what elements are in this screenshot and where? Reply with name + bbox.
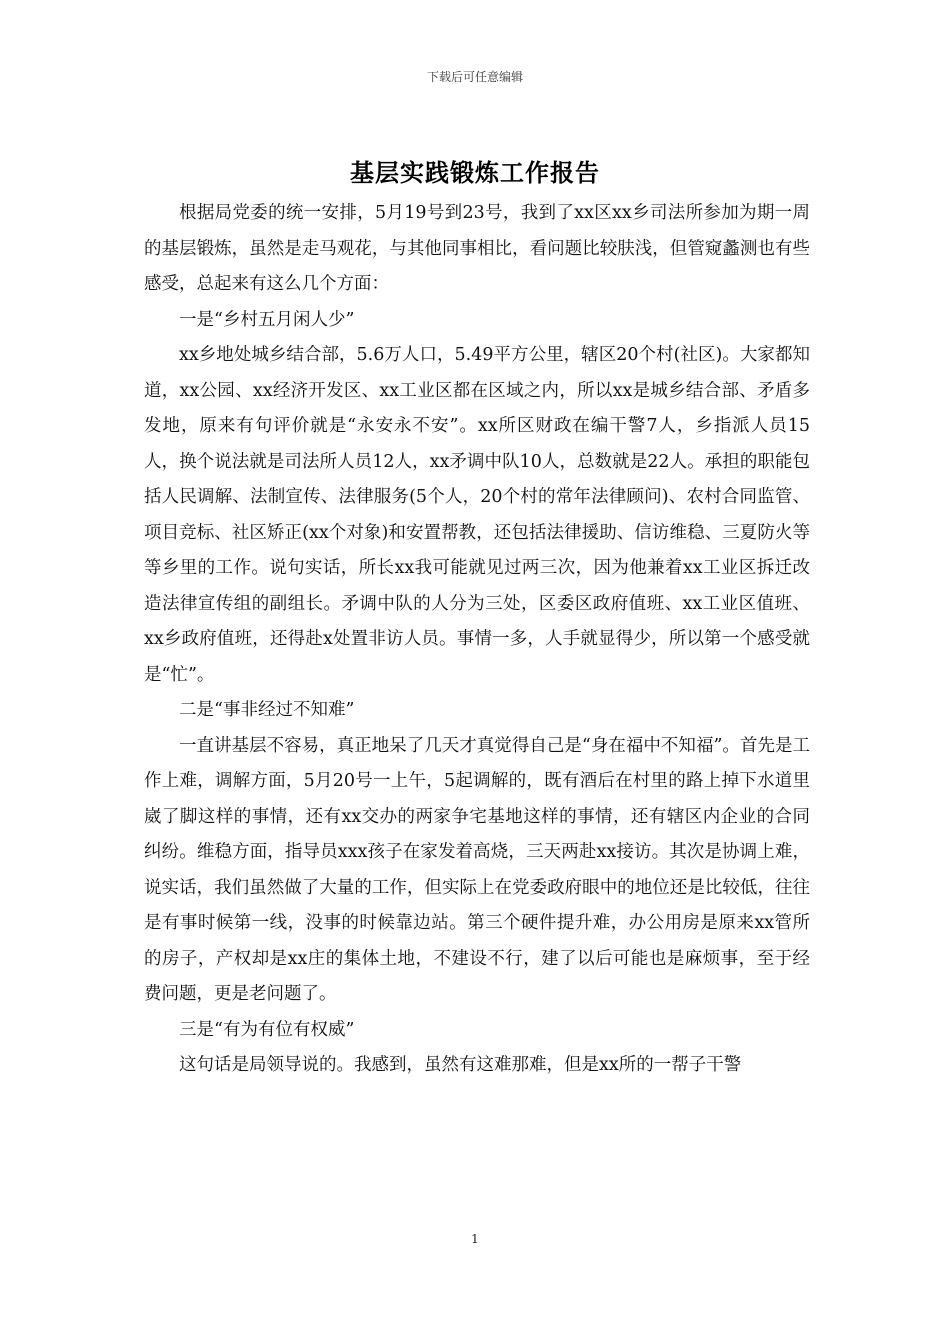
document-body xyxy=(144,196,810,1084)
section-heading-1: 一是“乡村五月闲人少” xyxy=(179,309,355,330)
page-number: 1 xyxy=(471,1232,479,1246)
document-title: 基层实践锻炼工作报告 xyxy=(350,159,600,187)
paragraph-section-1: xx乡地处城乡结合部，5.6万人口，5.49平方公里，辖区20个村(社区)。大家都知道，xx公园、xx经济开发区、xx工业区都在区域之内，所以xx是城乡结合部、矛盾多发地，原来有句评价就是“永安永不安”。xx所区财政在编干警7人，乡指派人员15人，换个说法就是司法所人员12人，xx矛调中队10人，总数就是22人。承担的职能包括人民调解、法制宣传、法律服务(5个人，20个村的常年法律顾问)、农村合同监管、项目竞标、社区矫正(xx个对象)和安置帮教，还包括法律援助、信访维稳、三夏防火等等乡里的工作。说句实话，所长xx我可能就见过两三次，因为他兼着xx工业区拆迁改造法律宣传组的副组长。矛调中队的人分为三处，区委区政府值班、xx工业区值班、xx乡政府值班，还得赴x处置非访人员。事情一多，人手就显得少，所以第一个感受就是“忙”。 xyxy=(144,345,810,685)
paragraph-intro: 根据局党委的统一安排，5月19号到23号，我到了xx区xx乡司法所参加为期一周的基层锻炼，虽然是走马观花，与其他同事相比，看问题比较肤浅，但管窥蠡测也有些感受，总起来有这么几个方面： xyxy=(144,203,810,294)
section-heading-2: 二是“事非经过不知难” xyxy=(179,700,355,720)
page-header-note: 下载后可任意编辑 xyxy=(426,70,523,84)
paragraph-section-3: 这句话是局领导说的。我感到，虽然有这难那难，但是xx所的一帮子干警 xyxy=(179,1055,742,1075)
paragraph-section-2: 一直讲基层不容易，真正地呆了几天才真觉得自己是“身在福中不知福”。首先是工作上难，调解方面，5月20号一上午，5起调解的，既有酒后在村里的路上掉下水道里崴了脚这样的事情，还有xx交办的两家争宅基地这样的事情，还有辖区内企业的合同纠纷。维稳方面，指导员xxx孩子在家发着高烧，三天两赴xx接访。其次是协调上难，说实话，我们虽然做了大量的工作，但实际上在党委政府眼中的地位还是比较低，往往是有事时候第一线，没事的时候靠边站。第三个硬件提升难，办公用房是原来xx管所的房子，产权却是xx庄的集体土地，不建设不行，建了以后可能也是麻烦事，至于经费问题，更是老问题了。 xyxy=(144,735,810,1004)
section-heading-3: 三是“有为有位有权威” xyxy=(179,1019,355,1040)
